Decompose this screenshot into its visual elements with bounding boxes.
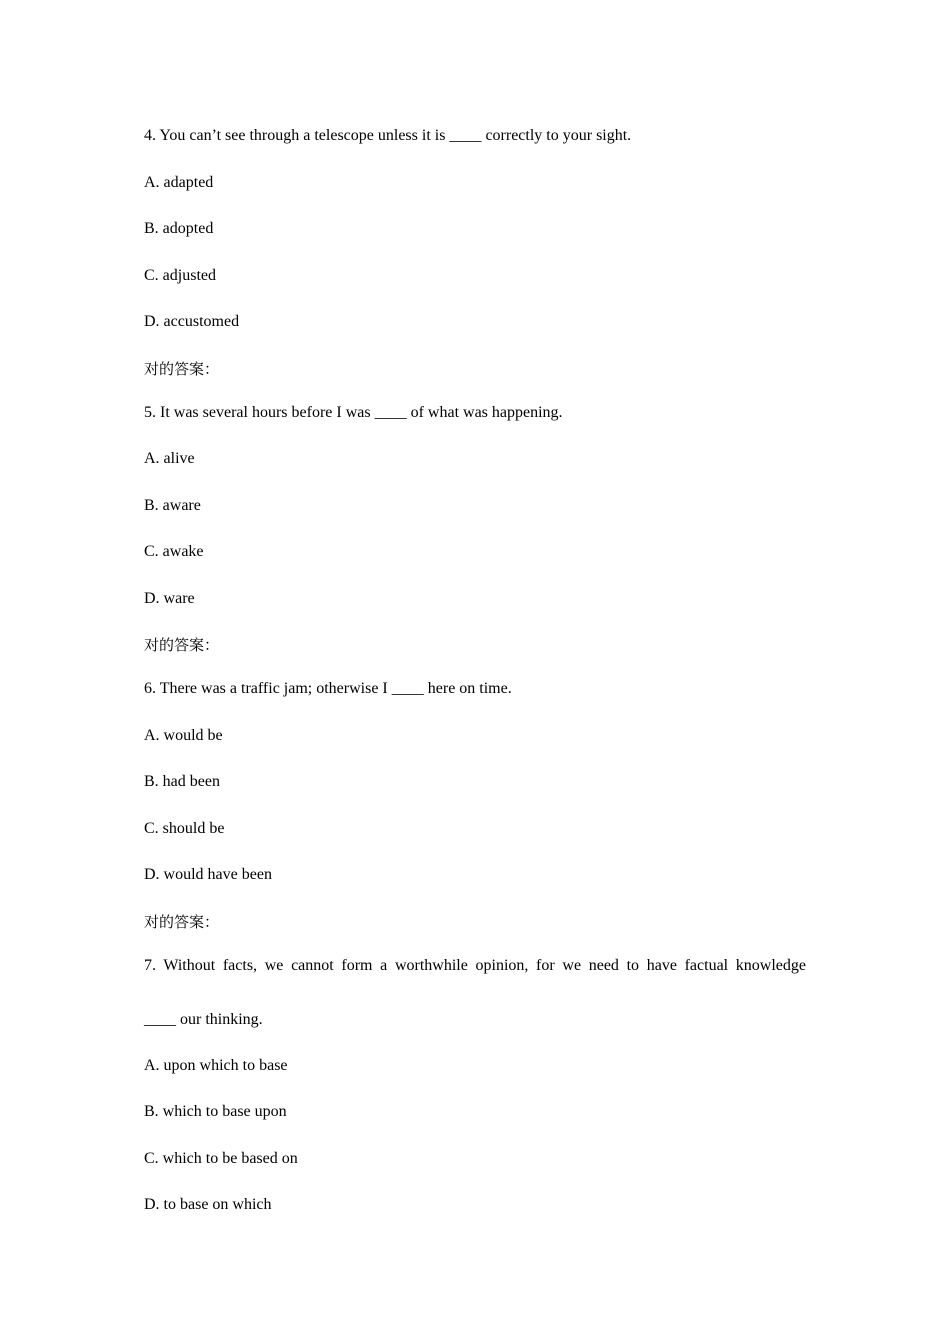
question-5-option-a: A. alive [144, 450, 195, 467]
question-7-stem: 7. Without facts, we cannot form a worthwhile opinion, for we need to have factual knowledge [144, 957, 806, 974]
question-4-option-d: D. accustomed [144, 313, 240, 330]
question-4-answer-label: 对的答案： [144, 360, 220, 378]
question-6-option-c: C. should be [144, 820, 225, 837]
question-7-option-a: A. upon which to base [144, 1057, 288, 1074]
question-7-option-c: C. which to be based on [144, 1150, 298, 1167]
question-5-answer-label: 对的答案： [144, 636, 220, 654]
question-7-option-d: D. to base on which [144, 1196, 272, 1213]
question-4-stem: 4. You can’t see through a telescope unless it is ____ correctly to your sight. [144, 127, 632, 144]
question-5-stem: 5. It was several hours before I was ____ of what was happening. [144, 404, 563, 421]
question-6-option-d: D. would have been [144, 866, 272, 883]
question-5-option-b: B. aware [144, 497, 201, 514]
question-5-option-c: C. awake [144, 543, 204, 560]
question-4-option-c: C. adjusted [144, 267, 216, 284]
question-5-option-d: D. ware [144, 590, 195, 607]
question-4-option-b: B. adopted [144, 220, 214, 237]
question-6-option-a: A. would be [144, 727, 223, 744]
question-6-option-b: B. had been [144, 773, 220, 790]
question-4-option-a: A. adapted [144, 174, 214, 191]
question-7-option-b: B. which to base upon [144, 1103, 287, 1120]
question-6-answer-label: 对的答案： [144, 913, 220, 931]
question-6-stem: 6. There was a traffic jam; otherwise I ____ here on time. [144, 680, 512, 697]
question-7-stem-continued: ____ our thinking. [144, 1011, 263, 1028]
